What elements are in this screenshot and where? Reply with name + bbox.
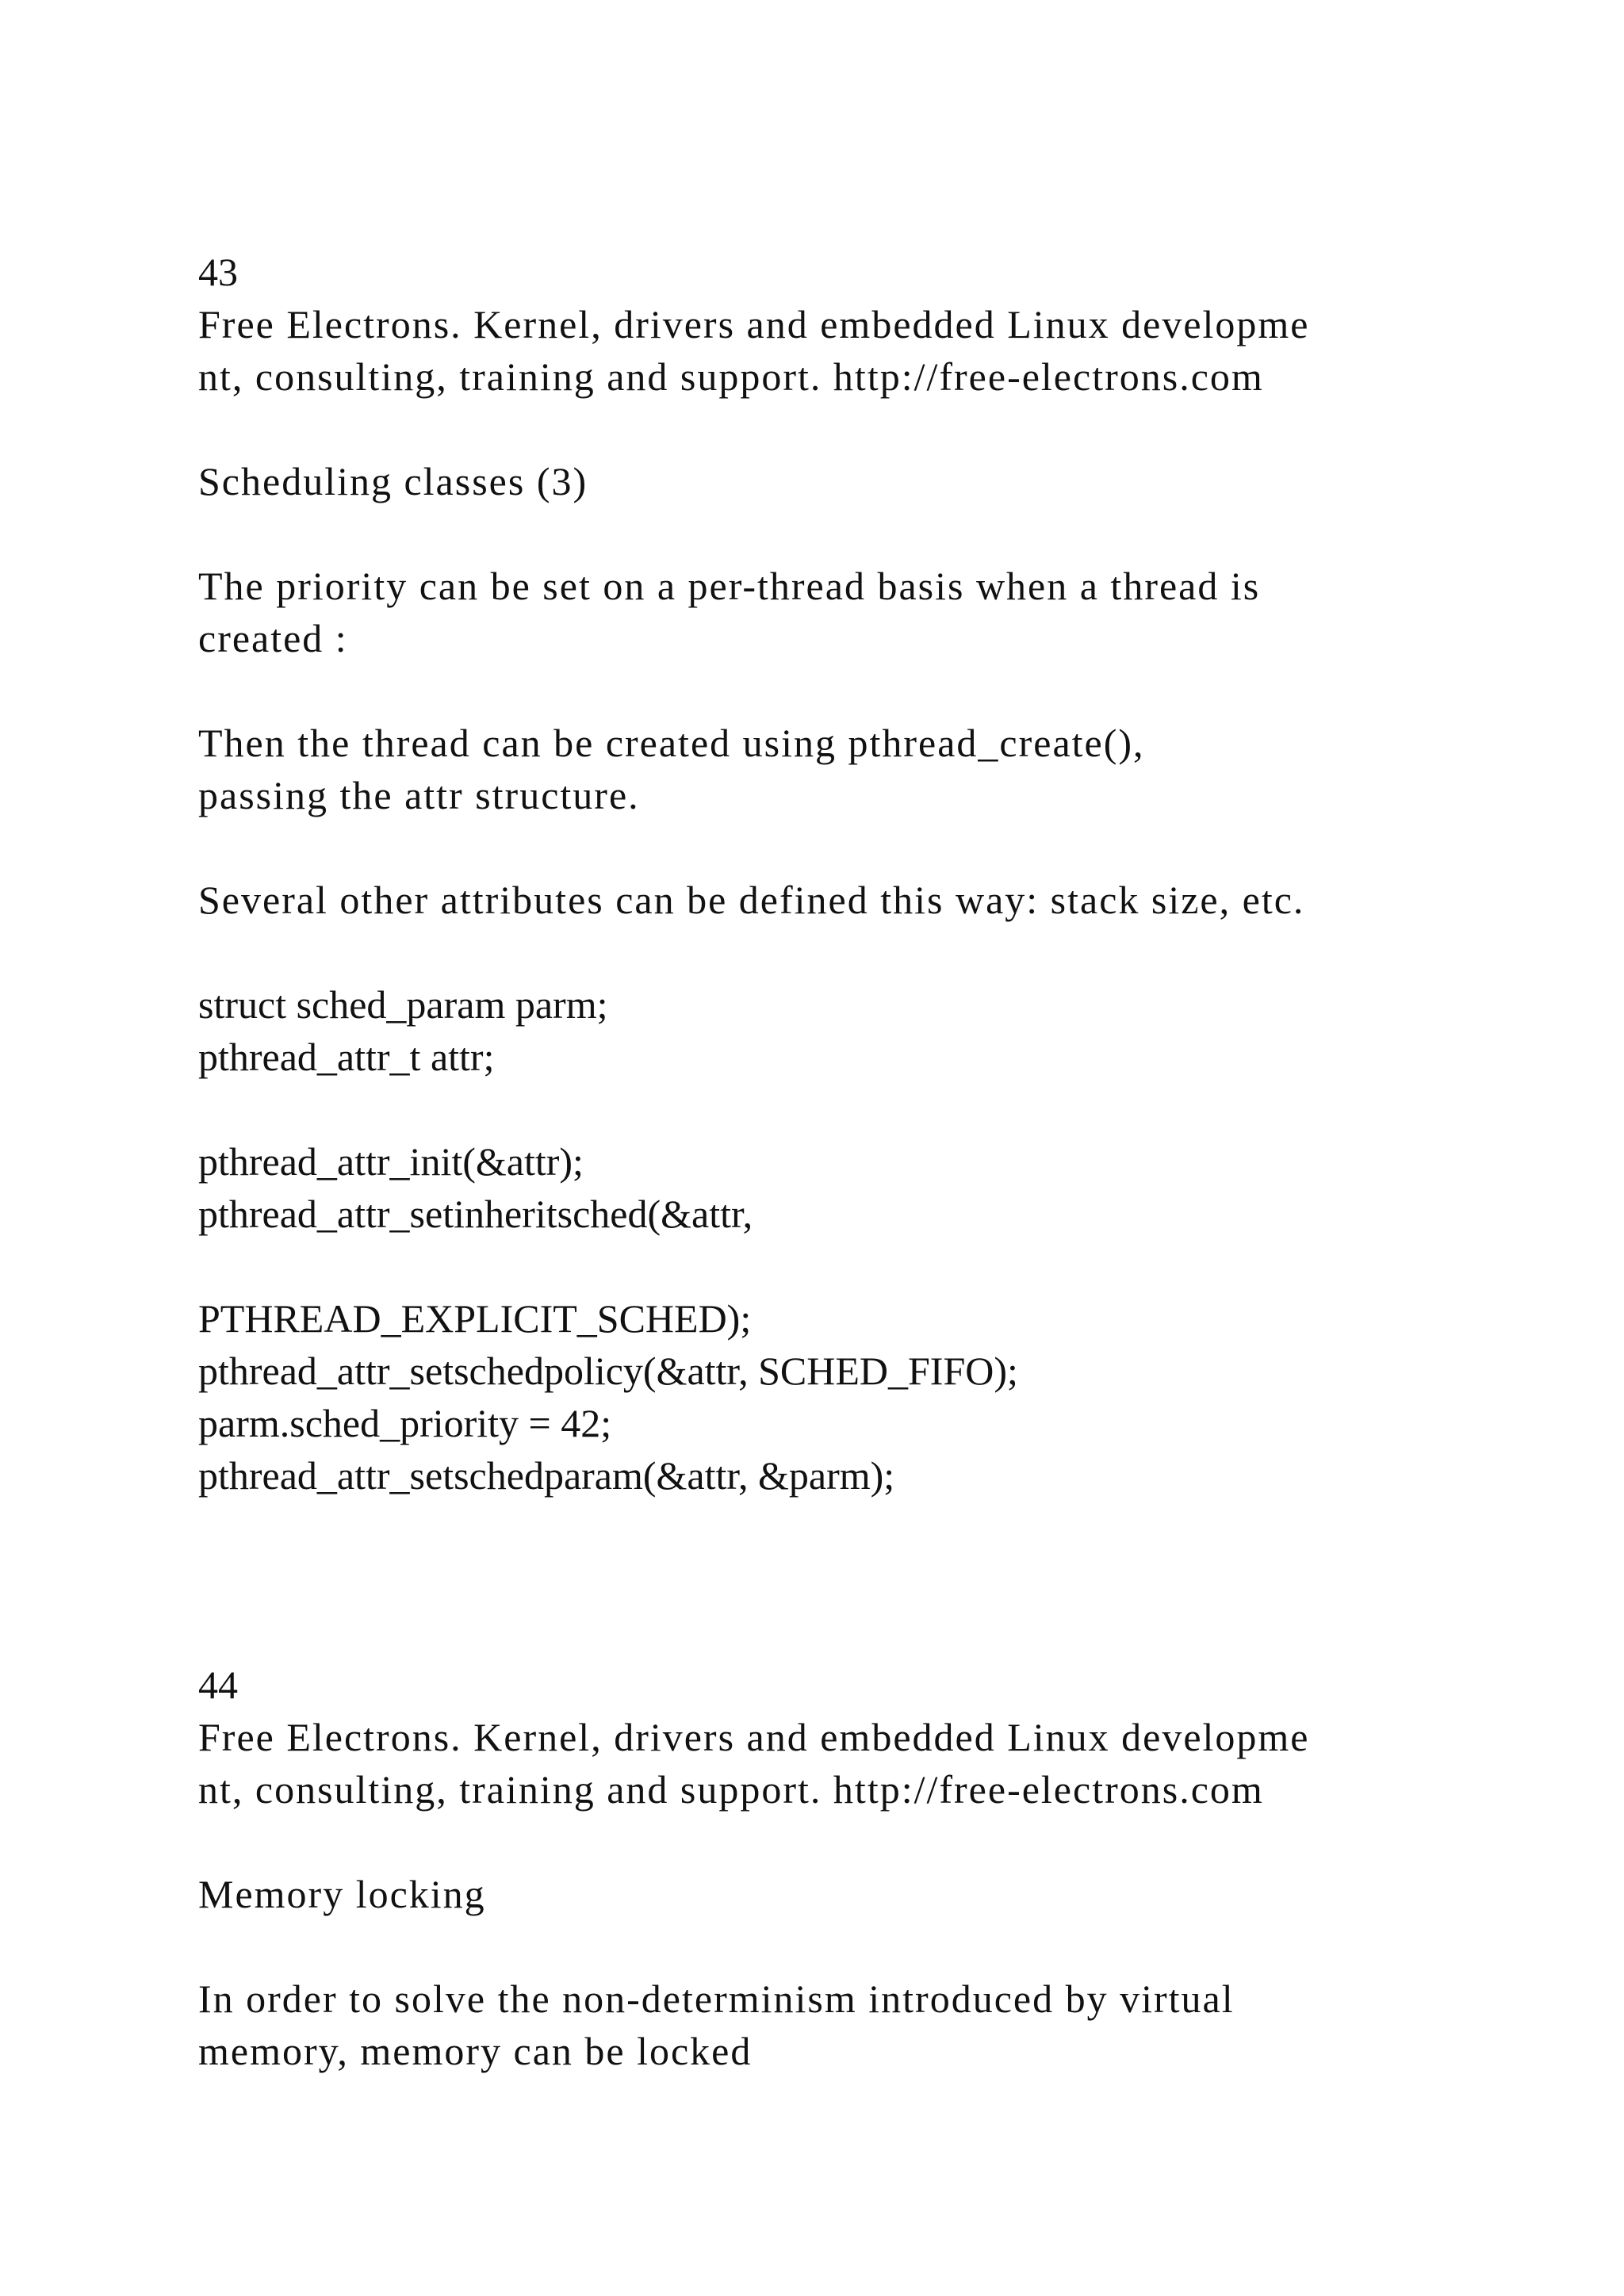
code-line: pthread_attr_setschedpolicy(&attr, SCHED_FIFO); (198, 1349, 1018, 1393)
paragraph-line: Then the thread can be created using pthread_create(), (198, 721, 1145, 765)
code-line: struct sched_param parm; (198, 982, 608, 1027)
paragraph-line: In order to solve the non-determinism introduced by virtual (198, 1976, 1235, 2021)
paragraph-line: passing the attr structure. (198, 773, 640, 817)
document-page (198, 246, 1507, 2077)
slide-number: 43 (198, 250, 238, 294)
footer-line: Free Electrons. Kernel, drivers and embedded Linux developme (198, 1715, 1310, 1759)
code-line: parm.sched_priority = 42; (198, 1401, 612, 1445)
paragraph-line: memory, memory can be locked (198, 2029, 753, 2073)
paragraph-line: The priority can be set on a per-thread basis when a thread is (198, 564, 1261, 608)
paragraph-line: created : (198, 616, 348, 660)
slide-title: Memory locking (198, 1872, 486, 1916)
footer-line: Free Electrons. Kernel, drivers and embedded Linux developme (198, 302, 1310, 346)
code-line (198, 1240, 1507, 1292)
code-line: pthread_attr_t attr; (198, 1035, 495, 1079)
slide-number: 44 (198, 1663, 238, 1707)
code-line: pthread_attr_setinheritsched(&attr, (198, 1192, 753, 1236)
code-line: pthread_attr_init(&attr); (198, 1139, 584, 1184)
code-line (198, 1083, 1507, 1135)
paragraph-line: Several other attributes can be defined this way: stack size, etc. (198, 878, 1305, 922)
code-line: pthread_attr_setschedparam(&attr, &parm); (198, 1453, 895, 1498)
slide-title: Scheduling classes (3) (198, 459, 588, 503)
footer-line: nt, consulting, training and support. http://free-electrons.com (198, 354, 1264, 399)
footer-line: nt, consulting, training and support. http://free-electrons.com (198, 1767, 1264, 1812)
code-line: PTHREAD_EXPLICIT_SCHED); (198, 1296, 752, 1341)
